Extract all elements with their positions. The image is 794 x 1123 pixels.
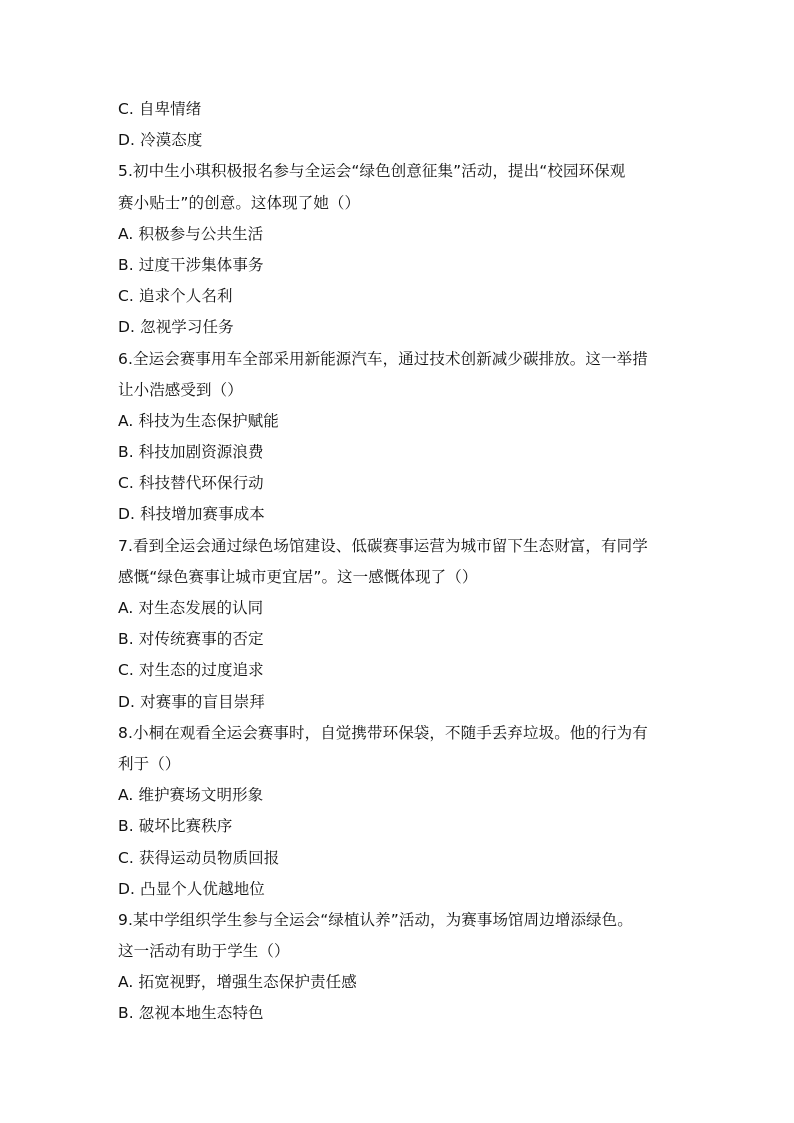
- answer-option: A. 对生态发展的认同: [118, 599, 264, 617]
- answer-option: C. 追求个人名利: [118, 287, 233, 306]
- answer-option: A. 拓宽视野，增强生态保护责任感: [118, 973, 357, 992]
- question-line: 让小浩感受到（）: [118, 380, 243, 399]
- answer-option: D. 科技增加赛事成本: [118, 505, 265, 524]
- answer-option: B. 过度干涉集体事务: [118, 255, 264, 274]
- question-stem: [118, 156, 694, 218]
- question-line: 赛小贴士”的创意。这体现了她（）: [118, 193, 361, 212]
- question-line: 感慨“绿色赛事让城市更宜居”。这一感慨体现了（）: [118, 567, 478, 586]
- question-stem: [118, 718, 694, 780]
- question-line: 6.全运会赛事用车全部采用新能源汽车，通过技术创新减少碳排放。这一举措: [118, 349, 648, 368]
- question-line: 8.小桐在观看全运会赛事时，自觉携带环保袋，不随手丢弃垃圾。他的行为有: [118, 723, 648, 742]
- answer-option: C. 对生态的过度追求: [118, 661, 264, 680]
- answer-option: A. 积极参与公共生活: [118, 224, 264, 243]
- answer-option: D. 对赛事的盲目崇拜: [118, 692, 265, 711]
- question-line: 7.看到全运会通过绿色场馆建设、低碳赛事运营为城市留下生态财富，有同学: [118, 536, 648, 555]
- answer-option: D. 忽视学习任务: [118, 318, 234, 337]
- question-line: 这一活动有助于学生（）: [118, 942, 290, 961]
- answer-option: D. 冷漠态度: [118, 131, 203, 150]
- answer-option: B. 对传统赛事的否定: [118, 630, 264, 649]
- question-stem: [118, 905, 694, 967]
- question-stem: [118, 344, 694, 406]
- answer-option: C. 自卑情绪: [118, 100, 202, 118]
- answer-option: B. 忽视本地生态特色: [118, 1004, 264, 1023]
- answer-option: A. 科技为生态保护赋能: [118, 411, 279, 430]
- question-line: 5.初中生小琪积极报名参与全运会“绿色创意征集”活动，提出“校园环保观: [118, 162, 626, 181]
- answer-option: B. 科技加剧资源浪费: [118, 443, 264, 462]
- answer-option: C. 科技替代环保行动: [118, 474, 264, 493]
- question-stem: [118, 531, 694, 593]
- answer-option: D. 凸显个人优越地位: [118, 879, 265, 898]
- question-line: 利于（）: [118, 754, 181, 773]
- question-line: 9.某中学组织学生参与全运会“绿植认养”活动，为赛事场馆周边增添绿色。: [118, 910, 633, 929]
- answer-option: C. 获得运动员物质回报: [118, 848, 280, 867]
- answer-option: A. 维护赛场文明形象: [118, 786, 264, 805]
- answer-option: B. 破坏比赛秩序: [118, 817, 233, 836]
